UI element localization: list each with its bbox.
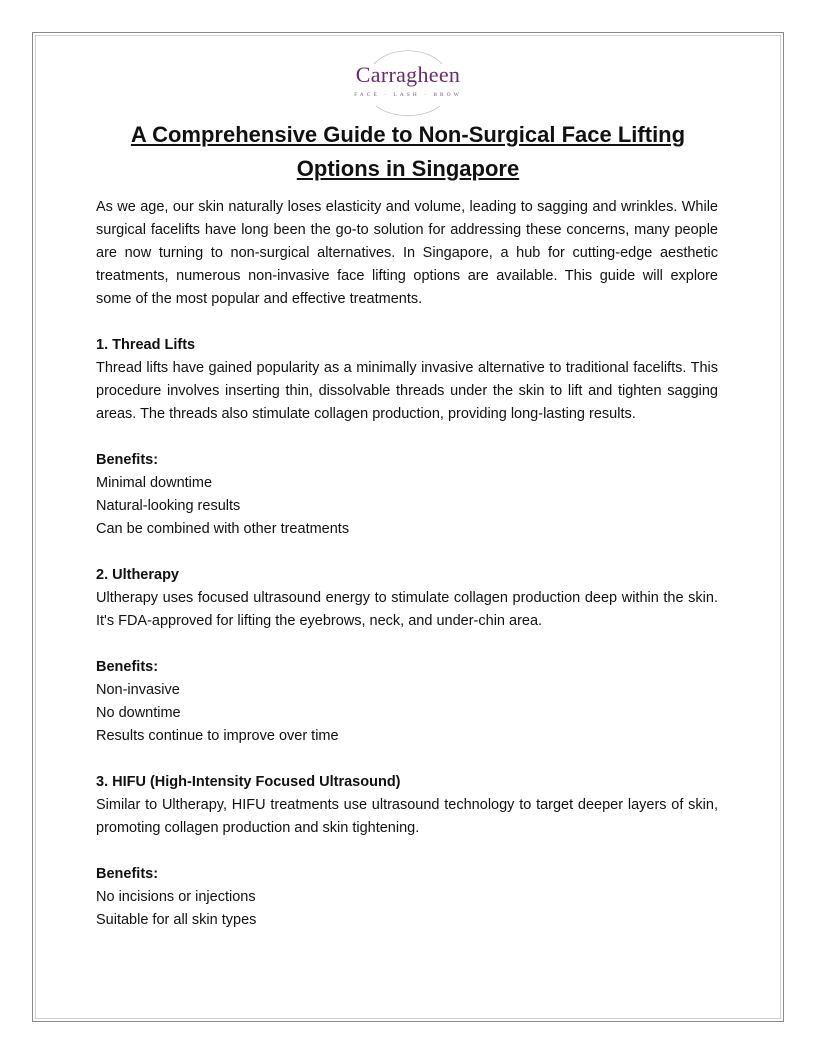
benefit-item: No incisions or injections: [96, 889, 256, 905]
benefit-item: Minimal downtime: [96, 475, 213, 491]
section-ultherapy: [96, 564, 718, 748]
benefit-item: Natural-looking results: [96, 498, 241, 514]
section-body: Ultherapy uses focused ultrasound energy to stimulate collagen production deep within the skin. It's FDA-approved for lifting the eyebrows, neck, and under-chin area.: [96, 590, 718, 629]
brand-logo: [338, 42, 478, 122]
benefits-label: Benefits:: [96, 452, 159, 468]
section-heading: 2. Ultherapy: [96, 567, 179, 583]
section-heading: 1. Thread Lifts: [96, 337, 196, 353]
benefits-block: [96, 863, 718, 932]
benefit-item: Results continue to improve over time: [96, 728, 339, 744]
benefit-item: Non-invasive: [96, 682, 180, 698]
page-title: A Comprehensive Guide to Non-Surgical Face Lifting Options in Singapore: [130, 122, 686, 181]
benefit-item: No downtime: [96, 705, 181, 721]
section-body: Thread lifts have gained popularity as a minimally invasive alternative to traditional facelifts. This procedure involves inserting thin, dissolvable threads under the skin to lift and tighten sagging areas. The threads also stimulate collagen production, providing long-lasting results.: [96, 360, 718, 422]
logo-services: FACE · LASH · BROW: [354, 92, 462, 98]
benefits-label: Benefits:: [96, 866, 159, 882]
benefits-label: Benefits:: [96, 659, 159, 675]
benefit-item: Can be combined with other treatments: [96, 521, 350, 537]
intro-paragraph: As we age, our skin naturally loses elasticity and volume, leading to sagging and wrinkles. While surgical facelifts have long been the go-to solution for addressing these concerns, many people are now turning to non-surgical alternatives. In Singapore, a hub for cutting-edge aesthetic treatments, numerous non-invasive face lifting options are available. This guide will explore some of the most popular and effective treatments.: [96, 199, 718, 307]
logo-wordmark: Carragheen: [355, 62, 461, 87]
section-hifu: [96, 771, 718, 932]
benefits-block: [96, 656, 718, 748]
section-thread-lifts: [96, 334, 718, 541]
section-heading: 3. HIFU (High-Intensity Focused Ultrasound): [96, 774, 401, 790]
section-body: Similar to Ultherapy, HIFU treatments use ultrasound technology to target deeper layers of skin, promoting collagen production and skin tightening.: [96, 797, 718, 836]
benefit-item: Suitable for all skin types: [96, 912, 257, 928]
article-body: [96, 196, 718, 932]
benefits-block: [96, 449, 718, 541]
